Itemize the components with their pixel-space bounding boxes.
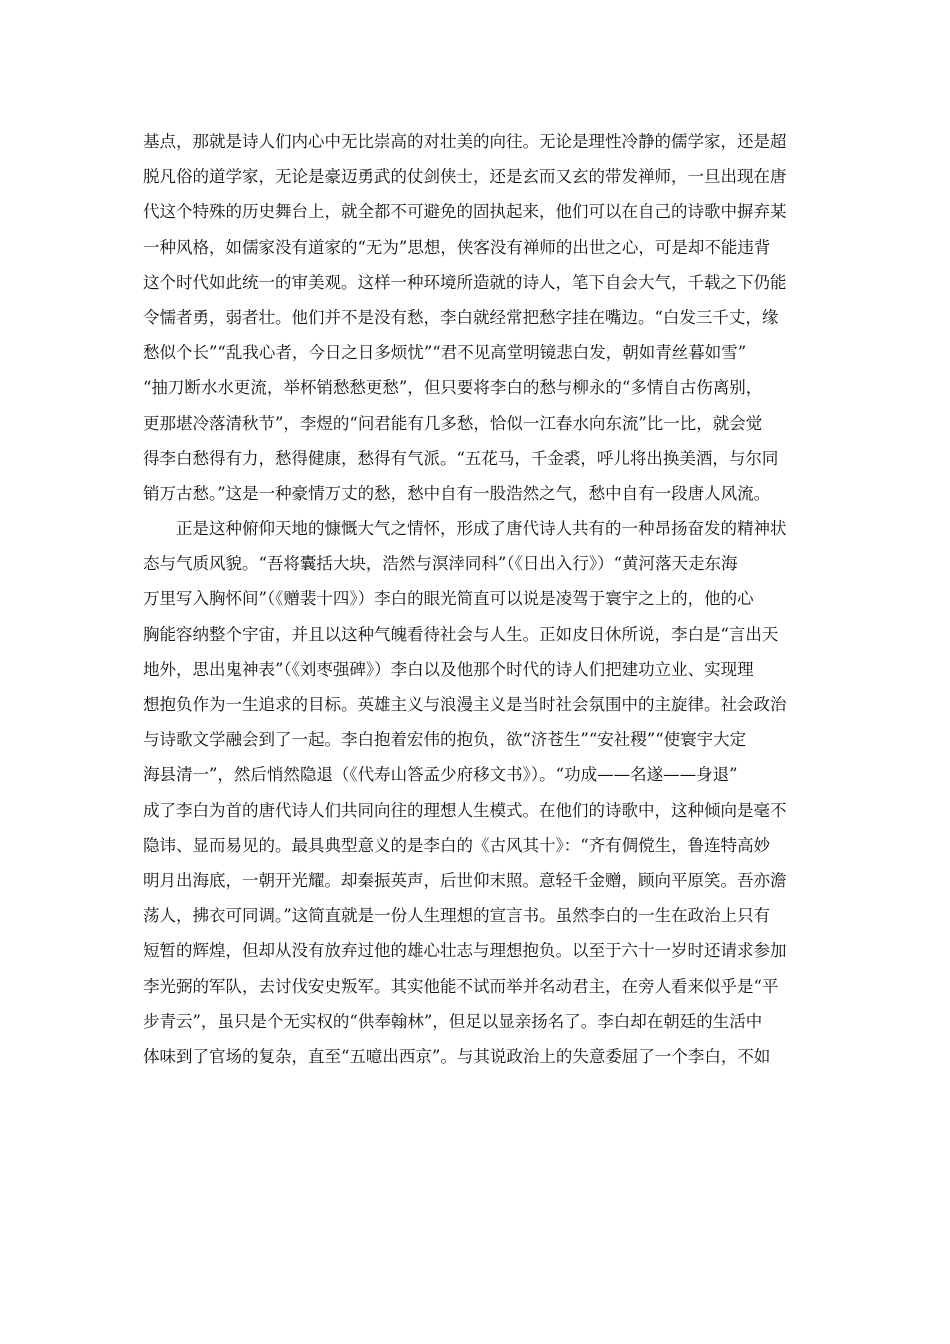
- text-line: 李光弼的军队，去讨伐安史叛军。其实他能不试而举并名动君主，在旁人看来似乎是“平: [143, 976, 779, 996]
- text-line: 海县清一”，然后悄然隐退（《代寿山答孟少府移文书》）。“功成——名遂——身退”: [143, 765, 738, 785]
- text-line: 荡人，拂衣可同调。”这简直就是一份人生理想的宣言书。虽然李白的一生在政治上只有: [143, 906, 771, 926]
- text-line: 万里写入胸怀间”（《赠裴十四》）李白的眼光简直可以说是凌驾于寰宇之上的，他的心: [143, 589, 754, 609]
- text-line: 代这个特殊的历史舞台上，就全都不可避免的固执起来，他们可以在自己的诗歌中摒弃某: [143, 202, 787, 222]
- text-line: 一种风格，如儒家没有道家的“无为”思想，侠客没有禅师的出世之心，可是却不能违背: [143, 237, 771, 257]
- text-line: 体味到了官场的复杂，直至“五噫出西京”。与其说政治上的失意委屈了一个李白，不如: [143, 1046, 771, 1066]
- body-text: [143, 124, 807, 1074]
- text-line: 态与气质风貌。“吾将囊括大块，浩然与溟涬同科”（《日出入行》）“黄河落天走东海: [143, 554, 738, 574]
- text-line: 脱凡俗的道学家，无论是豪迈勇武的仗剑侠士，还是玄而又玄的带发禅师，一旦出现在唐: [143, 167, 787, 187]
- text-line: 步青云”，虽只是个无实权的“供奉翰林”，但足以显亲扬名了。李白却在朝廷的生活中: [143, 1011, 763, 1031]
- text-line: 与诗歌文学融会到了一起。李白抱着宏伟的抱负，欲“济苍生”“安社稷”“使寰宇大定: [143, 730, 747, 750]
- text-line: 成了李白为首的唐代诗人们共同向往的理想人生模式。在他们的诗歌中，这种倾向是毫不: [143, 800, 787, 820]
- text-line: 隐讳、显而易见的。最具典型意义的是李白的《古风其十》：“齐有倜傥生，鲁连特高妙: [143, 835, 771, 855]
- text-line: 想抱负作为一生追求的目标。英雄主义与浪漫主义是当时社会氛围中的主旋律。社会政治: [143, 695, 787, 714]
- text-line: 更那堪冷落清秋节”，李煜的“问君能有几多愁，恰似一江春水向东流”比一比，就会觉: [143, 413, 763, 433]
- text-line: 这个时代如此统一的审美观。这样一种环境所造就的诗人，笔下自会大气，千载之下仍能: [143, 272, 787, 292]
- text-line: 胸能容纳整个宇宙，并且以这种气魄看待社会与人生。正如皮日休所说，李白是“言出天: [143, 624, 779, 644]
- text-line: 愁似个长”“乱我心者，今日之日多烦忧”“君不见高堂明镜悲白发，朝如青丝暮如雪”: [143, 343, 747, 363]
- text-line: 正是这种俯仰天地的慷慨大气之情怀，形成了唐代诗人共有的一种昂扬奋发的精神状: [143, 519, 787, 539]
- text-line: 明月出海底，一朝开光耀。却秦振英声，后世仰末照。意轻千金赠，顾向平原笑。吾亦澹: [143, 870, 787, 890]
- text-line: 基点，那就是诗人们内心中无比崇高的对壮美的向往。无论是理性冷静的儒学家，还是超: [143, 132, 787, 151]
- text-line: 销万古愁。”这是一种豪情万丈的愁，愁中自有一股浩然之气，愁中自有一段唐人风流。: [143, 483, 771, 503]
- text-line: 地外，思出鬼神表”（《刘枣强碑》）李白以及他那个时代的诗人们把建功立业、实现理: [143, 659, 754, 679]
- text-line: 短暂的辉煌，但却从没有放弃过他的雄心壮志与理想抱负。以至于六十一岁时还请求参加: [143, 941, 787, 961]
- text-line: 得李白愁得有力，愁得健康，愁得有气派。“五花马，千金裘，呼儿将出换美酒，与尔同: [143, 448, 779, 468]
- text-line: 令懦者勇，弱者壮。他们并不是没有愁，李白就经常把愁字挂在嘴边。“白发三千丈，缘: [143, 307, 779, 327]
- text-line: “抽刀断水水更流，举杯销愁愁更愁”，但只要将李白的愁与柳永的“多情自古伤离别，: [143, 378, 763, 398]
